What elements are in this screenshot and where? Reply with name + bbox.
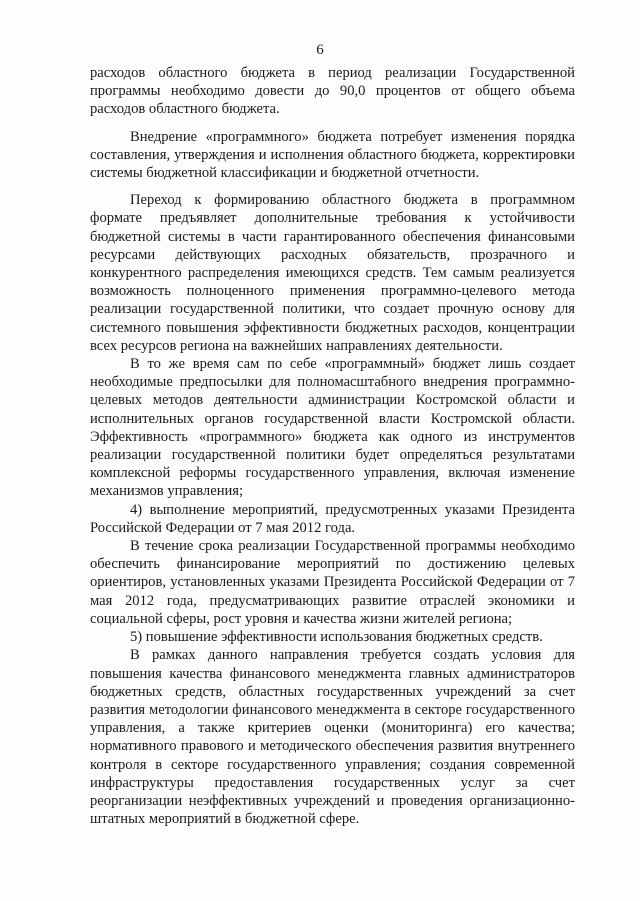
paragraph-2: Внедрение «программного» бюджета потребует изменения порядка составления, утверждения и исполнения областного бюджета, корректировки системы бюджетной классификации и бюджетной отчетности.	[90, 128, 575, 182]
paragraph-8: В рамках данного направления требуется создать условия для повышения качества финансового менеджмента главных администраторов бюджетных средств, областных государственных учреждений за счет развития методологии финансового менеджмента в секторе государственного управления, а также критериев оценки (мониторинга) его качества; нормативного правового и методического обеспечения развития внутреннего контроля в секторе государственного управления; создания современной инфраструктуры предоставления государственных услуг за счет реорганизации неэффективных учреждений и проведения организационно-штатных мероприятий в бюджетной сфере.	[90, 647, 575, 828]
paragraph-3: Переход к формированию областного бюджета в программном формате предъявляет дополнительные требования к устойчивости бюджетной системы в части гарантированного обеспечения финансовыми ресурсами действующих расходных обязательств, прозрачного и конкурентного распределения имеющихся средств. Тем самым реализуется возможность полноценного применения программно-целевого метода реализации государственной политики, что создает прочную основу для системного повышения эффективности бюджетных расходов, концентрации всех ресурсов региона на важнейших направлениях деятельности.	[90, 192, 575, 354]
paragraph-6: В течение срока реализации Государственной программы необходимо обеспечить финансирование мероприятий по достижению целевых ориентиров, установленных указами Президента Российской Федерации от 7 мая 2012 года, предусматривающих развитие отраслей экономики и социальной сферы, рост уровня и качества жизни жителей региона;	[90, 538, 575, 627]
page-number: 6	[316, 42, 324, 58]
paragraph-7: 5) повышение эффективности использования бюджетных средств.	[130, 629, 543, 646]
paragraph-4: В то же время сам по себе «программный» бюджет лишь создает необходимые предпосылки для полномасштабного внедрения программно-целевых методов деятельности администрации Костромской области и исполнительных органов государственной власти Костромской области. Эффективность «программного» бюджета как одного из инструментов реализации государственной политики будет определяться результатами комплексной реформы государственного управления, включая изменение механизмов управления;	[90, 356, 575, 500]
document-body	[90, 64, 575, 828]
paragraph-1: расходов областного бюджета в период реализации Государственной программы необходимо довести до 90,0 процентов от общего объема расходов областного бюджета.	[90, 65, 575, 118]
paragraph-5: 4) выполнение мероприятий, предусмотренных указами Президента Российской Федерации от 7 мая 2012 года.	[90, 501, 575, 536]
